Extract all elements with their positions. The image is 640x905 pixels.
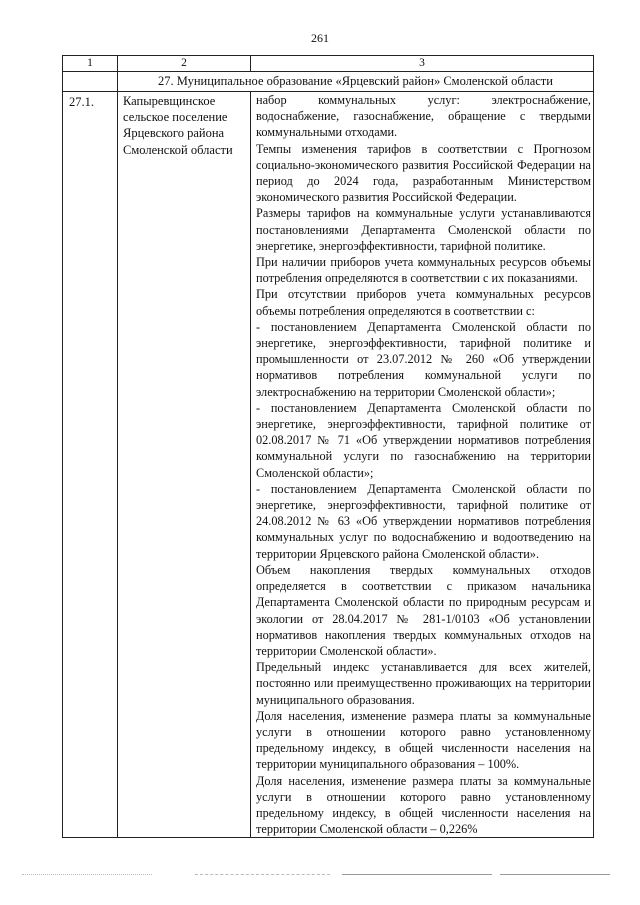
- paragraph: Объем накопления твердых коммунальных отходов определяется в соответствии с приказом начальника Департамента Смоленской области по природным ресурсам и экологии от 28.04.2017 № 281-1/0103 «Об установлении нормативов накопления твердых коммунальных отходов на территории Смоленской области».: [256, 562, 591, 658]
- header-col-2: 2: [118, 56, 251, 72]
- paragraph: Размеры тарифов на коммунальные услуги устанавливаются постановлениями Департамента Смоленской области по энергетике, энергоэффективности, тарифной политике.: [256, 206, 591, 253]
- row-number: 27.1.: [63, 92, 118, 838]
- paragraph: набор коммунальных услуг: электроснабжение, водоснабжение, газоснабжение, обращение с твердыми коммунальными отходами.: [256, 93, 591, 140]
- scan-artifact: [195, 874, 330, 876]
- settlement-name: Капыревщинское сельское поселение Ярцевского района Смоленской области: [118, 92, 251, 838]
- paragraph: Предельный индекс устанавливается для всех жителей, постоянно или преимущественно проживающих на территории муниципального образования.: [256, 660, 591, 707]
- scan-artifact: [500, 874, 610, 876]
- paragraph: - постановлением Департамента Смоленской области по энергетике, энергоэффективности, тарифной политике и промышленности от 23.07.2012 № 260 «Об утверждении нормативов потребления коммунальной услуги по электроснабжению на территории Смоленской области»;: [256, 319, 591, 399]
- paragraph: Доля населения, изменение размера платы за коммунальные услуги в отношении которого равно установленному предельному индексу, в общей численности населения на территории Смоленской области – 0,226%: [256, 773, 591, 837]
- paragraph: - постановлением Департамента Смоленской области по энергетике, энергоэффективности, тарифной политике от 02.08.2017 № 71 «Об утверждении нормативов потребления коммунальной услуги по газоснабжению на территории Смоленской области»;: [256, 400, 591, 480]
- paragraph: При отсутствии приборов учета коммунальных ресурсов объемы потребления определяются в соответствии с:: [256, 287, 591, 318]
- paragraph: - постановлением Департамента Смоленской области по энергетике, энергоэффективности, тарифной политике от 24.08.2012 № 63 «Об утверждении нормативов потребления коммунальных услуг по водоснабжению и водоотведению на территории Ярцевского района Смоленской области».: [256, 481, 591, 561]
- header-col-1: 1: [63, 56, 118, 72]
- paragraph: Темпы изменения тарифов в соответствии с Прогнозом социально-экономического развития Российской Федерации на период до 2024 года, разработанным Министерством экономического развития Российской Федерации.: [256, 141, 591, 205]
- header-col-3: 3: [251, 56, 594, 72]
- paragraph: Доля населения, изменение размера платы за коммунальные услуги в отношении которого равно установленному предельному индексу, в общей численности населения на территории муниципального образования – 100%.: [256, 708, 591, 772]
- table-header-row: [63, 56, 594, 72]
- section-title: 27. Муниципальное образование «Ярцевский район» Смоленской области: [118, 72, 594, 92]
- page-number: 261: [311, 31, 329, 45]
- scan-artifact: [22, 874, 152, 876]
- tariff-table: [62, 55, 594, 838]
- paragraph: При наличии приборов учета коммунальных ресурсов объемы потребления определяются в соответствии с их показаниями.: [256, 255, 591, 286]
- scan-artifact: [342, 874, 492, 876]
- table-row: [63, 92, 594, 838]
- row-content: [251, 92, 594, 838]
- section-title-row: [63, 72, 594, 92]
